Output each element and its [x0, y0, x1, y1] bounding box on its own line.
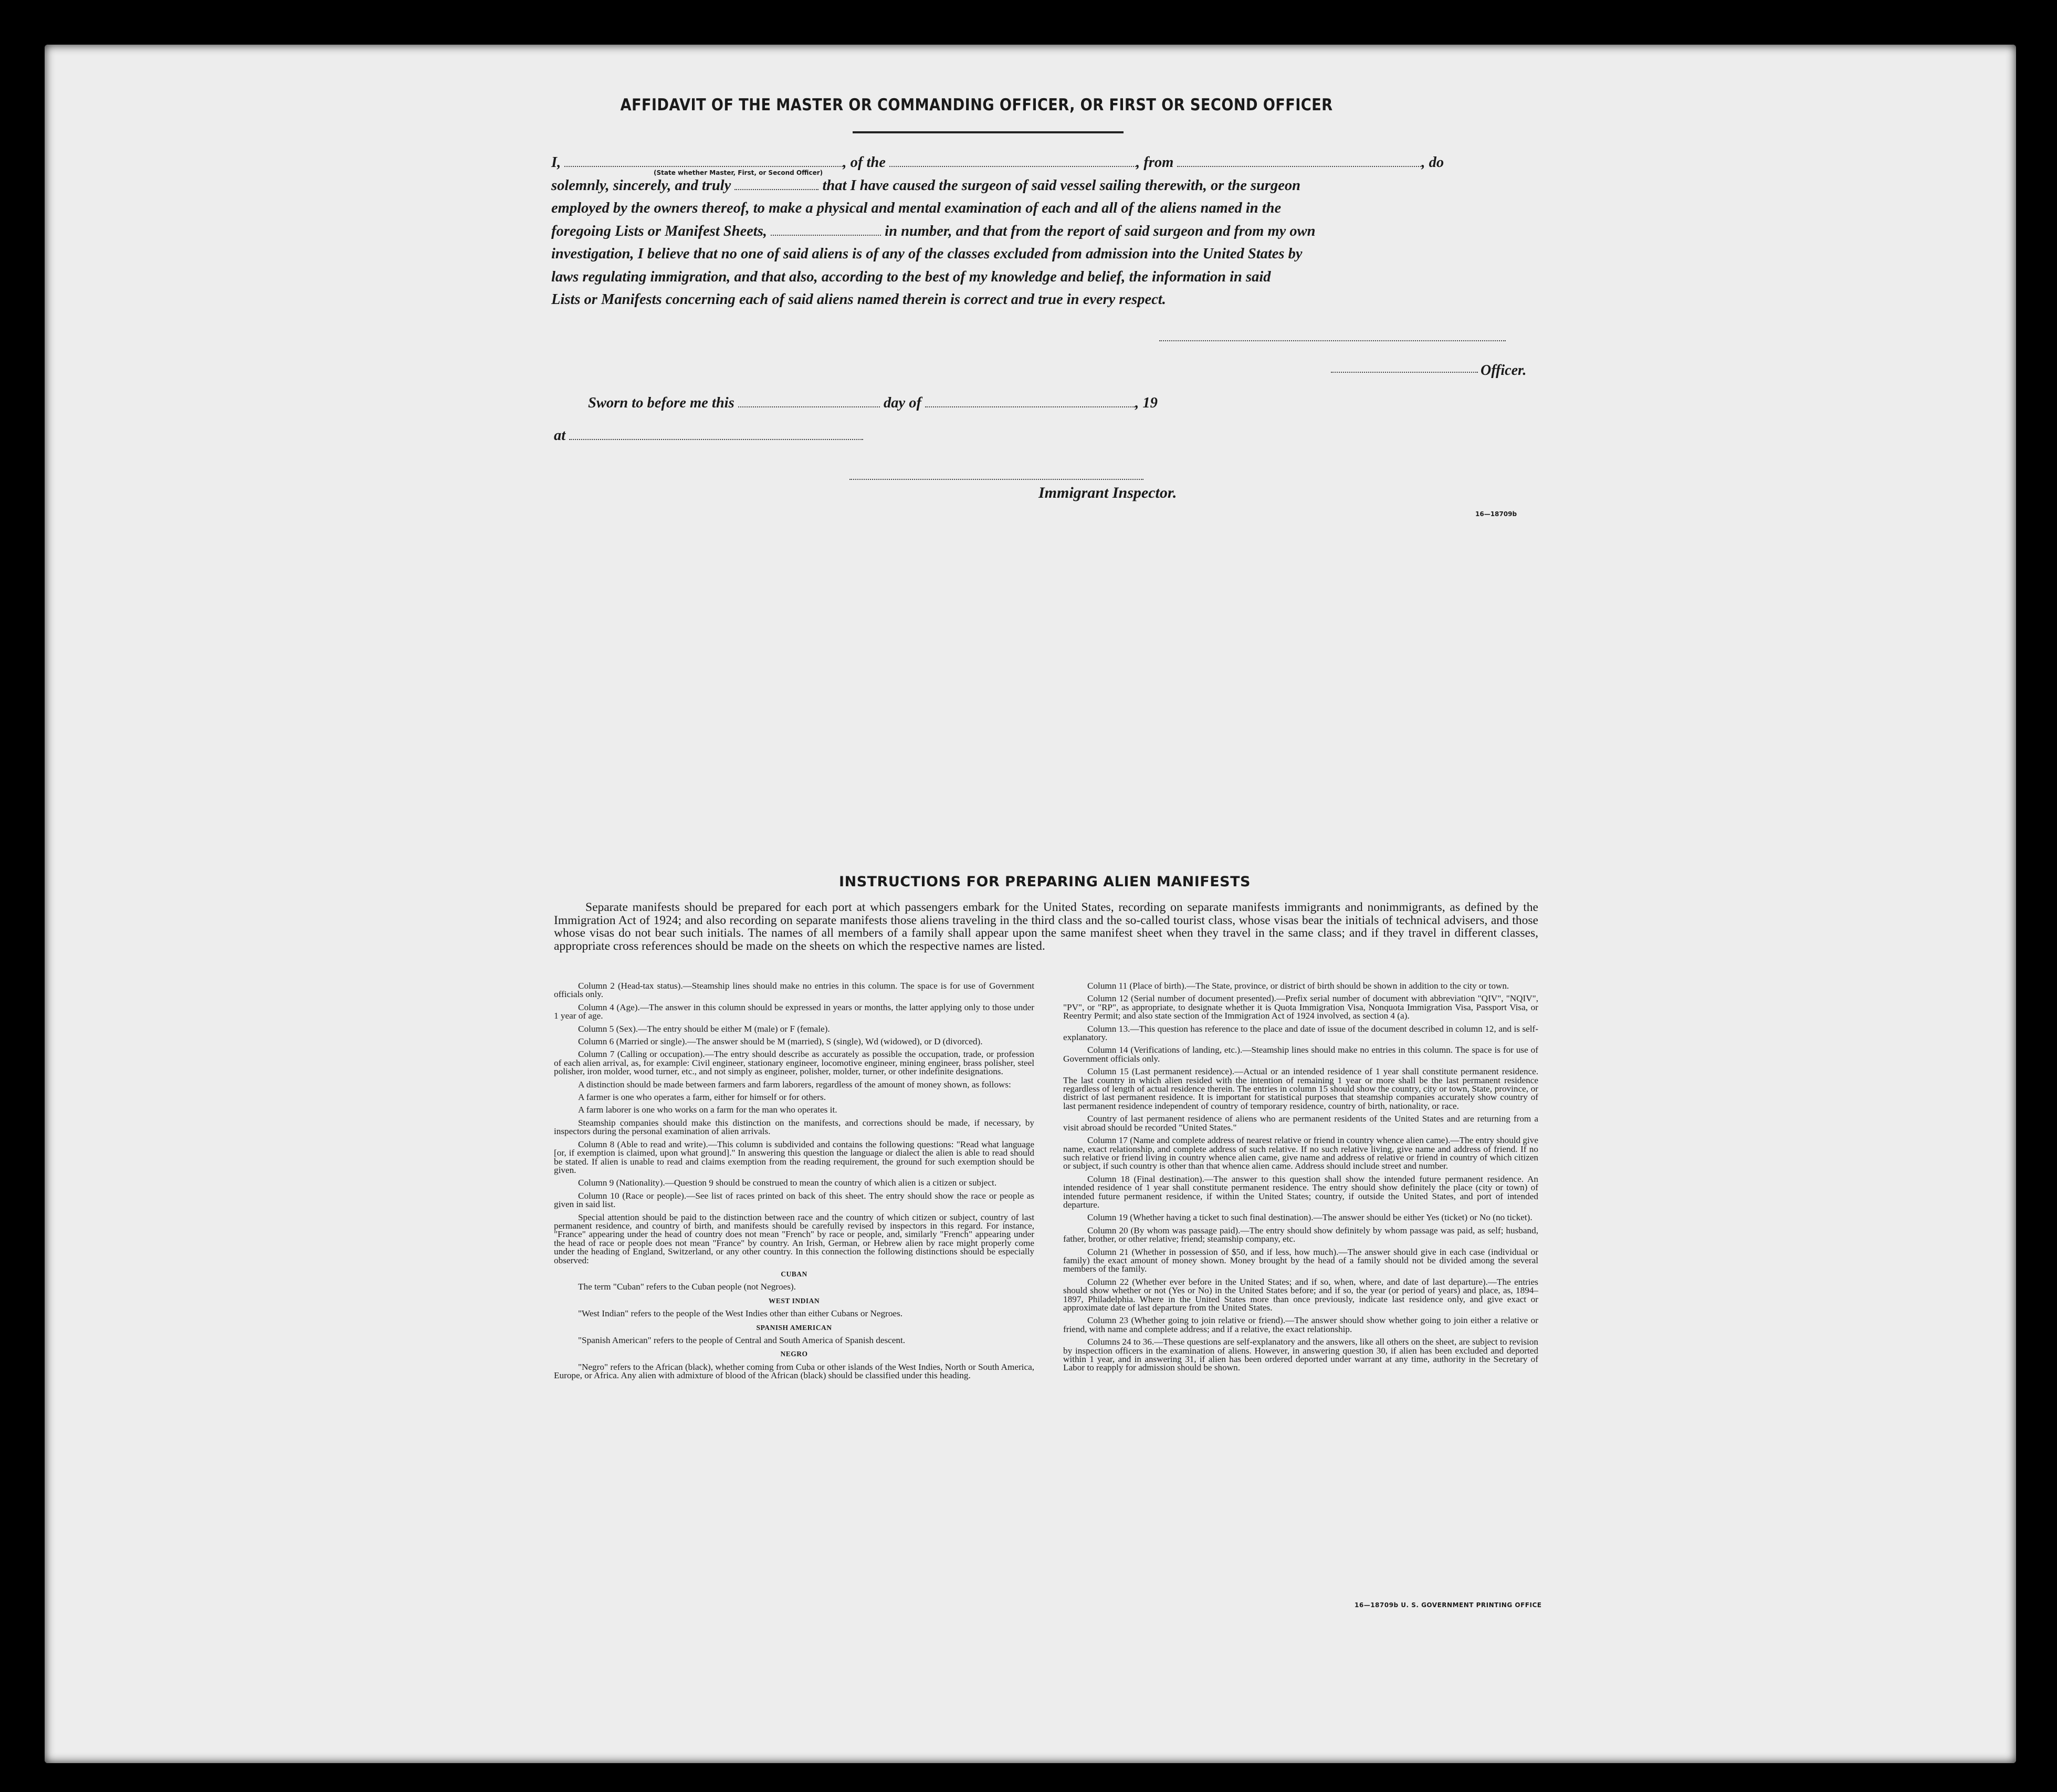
instruction-paragraph: Column 15 (Last permanent residence).—Actual or an intended residence of 1 year shall constitute permanent residence. The last country in which alien resided with the intention of remaining 1 year or more shall be the last permanent residence regardless of length of actual residence therein. The entries in column 15 should show the country, city or town, State, province, or district of last permanent residence. It is important for statistical purposes that steamship companies accurately show country of last permanent residence independent of country of temporary residence, country of birth, nationality, or race.	[1063, 1066, 1538, 1111]
officer-rank-field[interactable]	[564, 153, 843, 167]
signature-line[interactable]	[1159, 340, 1506, 341]
instruction-paragraph: Column 8 (Able to read and write).—This column is subdivided and contains the following questions: "Read what language [or, if exemption is claimed, upon what ground]." In answering this question the language or dialect the alien is able to read should be stated. If alien is unable to read and claims exemption from the reading requirement, the ground for such exemption should be given.	[554, 1139, 1034, 1175]
instruction-paragraph: Column 20 (By whom was passage paid).—The entry should show definitely by whom passage was paid, as self; husband, father, brother, or other relative; friend; steamship company, etc.	[1063, 1225, 1538, 1244]
officer-signature-line[interactable]	[1331, 372, 1478, 373]
punch-hole	[2030, 564, 2055, 589]
punch-hole	[2030, 1512, 2055, 1537]
sworn-statement: Sworn to before me this day of , 19	[588, 395, 1158, 411]
at-label: at	[554, 426, 863, 444]
instruction-paragraph: Columns 24 to 36.—These questions are self-explanatory and the answers, like all others on the sheet, are subject to revision by inspection officers in the examination of aliens. However, in answering question 30, if alien has been excluded and deported within 1 year, and in answering 31, if alien has been ordered deported under warrant at any time, authority in the Secretary of Labor to reapply for admission should be shown.	[1063, 1337, 1538, 1373]
affidavit-i: I,	[551, 154, 561, 171]
subheading-cuban: CUBAN	[781, 1270, 807, 1278]
instruction-paragraph: Column 14 (Verifications of landing, etc.).—Steamship lines should make no entries in this column. The space is for use of Government officials only.	[1063, 1045, 1538, 1064]
punch-hole	[2030, 326, 2055, 351]
instruction-paragraph: Column 12 (Serial number of document presented).—Prefix serial number of document with abbreviation "QIV", "NQIV", "PV", or "RP", as appropriate, to designate whether it is Quota Immigration Visa, Nonquota Immigration Visa, Passport Visa, or Reentry Permit; and also state section of the Immigration Act of 1924 involved, as section 4 (a).	[1063, 993, 1538, 1021]
punch-hole	[2030, 645, 2055, 670]
instruction-paragraph: Column 4 (Age).—The answer in this column should be expressed in years or months, the latter applying only to those under 1 year of age.	[554, 1002, 1034, 1021]
inspector-label: Immigrant Inspector.	[1038, 484, 1177, 501]
instruction-paragraph: "West Indian" refers to the people of the West Indies other than either Cubans or Negroes.	[578, 1308, 903, 1319]
instruction-paragraph: "Spanish American" refers to the people of Central and South America of Spanish descent.	[578, 1335, 906, 1345]
instruction-paragraph: A farm laborer is one who works on a farm for the man who operates it.	[578, 1105, 837, 1115]
sworn-month-field[interactable]	[925, 394, 1135, 407]
subheading-negro: NEGRO	[780, 1350, 808, 1358]
instruction-paragraph: Column 13.—This question has reference to the place and date of issue of the document described in column 12, and is self-explanatory.	[1063, 1023, 1538, 1043]
instruction-paragraph: Special attention should be paid to the distinction between race and the country of which citizen or subject, country of last permanent residence, and country of birth, and manifests should be carefully revised by inspectors in this regard. For instance, "France" appearing under the head of country does not mean "French" by race or people, and, similarly "French" appearing under the head of race or people does not mean "France" by country. An Irish, German, or Hebrew alien by race might properly come under the heading of England, Switzerland, or any other country. In this connection the following distinctions should be especially observed:	[554, 1212, 1034, 1265]
instruction-paragraph: Column 21 (Whether in possession of $50, and if less, how much).—The answer should give in each case (individual or family) the exact amount of money shown. Money brought by the head of a family should not be divided among the several members of the family.	[1063, 1246, 1538, 1274]
subheading-west-indian: WEST INDIAN	[768, 1296, 820, 1305]
field-hint: (State whether Master, First, or Second Officer)	[654, 169, 823, 176]
port-from-field[interactable]	[1177, 153, 1421, 167]
instruction-paragraph: A farmer is one who operates a farm, either for himself or for others.	[578, 1092, 826, 1103]
sheet-count-field[interactable]	[771, 222, 881, 236]
punch-hole	[2030, 1109, 2055, 1134]
punch-hole	[2030, 1189, 2055, 1214]
instruction-paragraph: Column 17 (Name and complete address of nearest relative or friend in country whence alien came).—The entry should give name, exact relationship, and complete address of such relative. If no such relative living, give name and address of friend. If no such relative or friend living in country whence alien came, give name and address of relative or friend in country of which citizen or subject, if such country is other than that whence alien came. Address should include street and number.	[1063, 1135, 1538, 1171]
instruction-paragraph: Column 2 (Head-tax status).—Steamship lines should make no entries in this column. The space is for use of Government officials only.	[554, 981, 1034, 1000]
instruction-paragraph: Column 6 (Married or single).—The answer should be M (married), S (single), Wd (widowed), or D (divorced).	[578, 1036, 983, 1047]
instruction-paragraph: Column 10 (Race or people).—See list of races printed on back of this sheet. The entry should show the race or people as given in said list.	[554, 1190, 1034, 1210]
printer-imprint: 16—18709b U. S. GOVERNMENT PRINTING OFFICE	[1355, 1601, 1542, 1609]
instruction-paragraph: "Negro" refers to the African (black), whether coming from Cuba or other islands of the West Indies, North or South America, Europe, or Africa. Any alien with admixture of blood of the African (black) should be classified under this heading.	[554, 1361, 1034, 1381]
punch-hole	[2030, 245, 2055, 270]
instruction-paragraph: Column 23 (Whether going to join relative or friend).—The answer should show whether going to join either a relative or friend, with name and complete address; and if a relative, the exact relationship.	[1063, 1315, 1538, 1334]
instruction-paragraph: Column 11 (Place of birth).—The State, province, or district of birth should be shown in addition to the city or town.	[1087, 981, 1509, 991]
instruction-paragraph: Column 7 (Calling or occupation).—The entry should describe as accurately as possible the occupation, trade, or profession of each alien arrival, as, for example: Civil engineer, stationary engineer, locomotive engineer, mining engineer, brass polisher, steel polisher, iron molder, wood turner, etc., and not simply as engineer, polisher, molder, turner, or other indefinite designations.	[554, 1049, 1034, 1077]
instruction-paragraph: Country of last permanent residence of aliens who are permanent residents of the United States and are returning from a visit abroad should be recorded "United States."	[1063, 1114, 1538, 1133]
instructions-intro: Separate manifests should be prepared for each port at which passengers embark for the United States, recording on separate manifests immigrants and nonimmigrants, as defined by the Immigration Act of 1924; and also recording on separate manifests those aliens traveling in the third class and the so-called tourist class, whose visas bear the initials of technical advisers, and those whose visas do not bear such initials. The names of all members of a family shall appear upon the same manifest sheet when they travel in the same class; and if they travel in different classes, appropriate cross references should be made on the sheets on which the respective names are listed.	[554, 900, 1538, 953]
form-number: 16—18709b	[1475, 510, 1517, 518]
punch-hole	[2030, 1432, 2055, 1458]
instruction-paragraph: Column 22 (Whether ever before in the United States; and if so, when, where, and date of last departure).—The entries should show whether or not (Yes or No) in the United States before; and if so, the year (or period of years) and place, as, 1894–1897, Philadelphia. Where in the United States more than once previously, indicate last residence only, and give exact or approximate date of last departure from the United States.	[1063, 1276, 1538, 1313]
sworn-place-field[interactable]	[569, 426, 863, 440]
instructions-title: INSTRUCTIONS FOR PREPARING ALIEN MANIFESTS	[839, 874, 1251, 890]
instruction-paragraph: A distinction should be made between farmers and farm laborers, regardless of the amount of money shown, as follows:	[578, 1079, 1011, 1089]
subheading-spanish-american: SPANISH AMERICAN	[756, 1323, 832, 1332]
instruction-paragraph: The term "Cuban" refers to the Cuban people (not Negroes).	[578, 1282, 796, 1292]
affidavit-body: I, , of the , from , do solemnly, sincerely, and truly that I have caused the surgeon of said vessel sailing therewith, or the surgeon employed by the owners thereof, to make a physical and mental examination of each and all of the aliens named in the foregoing Lists or Manifest Sheets, in number, and that from the report of said surgeon and from my own investigation, I believe that no one of said aliens is of any of the classes excluded from admission into the United States by laws regulating immigration, and that also, according to the best of my knowledge and belief, the information in said Lists or Manifests concerning each of said aliens named therein is correct and true in every respect.	[551, 154, 1444, 308]
instruction-paragraph: Column 18 (Final destination).—The answer to this question shall show the intended future permanent residence. An intended residence of 1 year shall constitute permanent residence. The entry should show definitely the place (city or town) of intended future permanent residence, if within the United States; country, if outside the United States, and port of intended departure.	[1063, 1173, 1538, 1210]
instruction-paragraph: Column 5 (Sex).—The entry should be either M (male) or F (female).	[578, 1023, 830, 1034]
instruction-paragraph: Column 19 (Whether having a ticket to such final destination).—The answer should be either Yes (ticket) or No (no ticket).	[1087, 1212, 1533, 1223]
instruction-paragraph: Steamship companies should make this distinction on the manifests, and corrections should be made, if necessary, by inspectors during the personal examination of alien arrivals.	[554, 1117, 1034, 1137]
instructions-right-column	[1063, 982, 1538, 1377]
officer-label: Officer.	[1481, 362, 1527, 379]
affidavit-title: AFFIDAVIT OF THE MASTER OR COMMANDING OFFICER, OR FIRST OR SECOND OFFICER	[620, 96, 1333, 114]
oath-type-field[interactable]	[734, 176, 818, 190]
sworn-day-field[interactable]	[738, 394, 880, 407]
instruction-paragraph: Column 9 (Nationality).—Question 9 should be construed to mean the country of which alien is a citizen or subject.	[578, 1178, 997, 1188]
title-divider	[853, 131, 1124, 133]
vessel-name-field[interactable]	[889, 153, 1136, 167]
instructions-left-column	[554, 982, 1034, 1385]
inspector-signature-line[interactable]	[849, 479, 1143, 480]
